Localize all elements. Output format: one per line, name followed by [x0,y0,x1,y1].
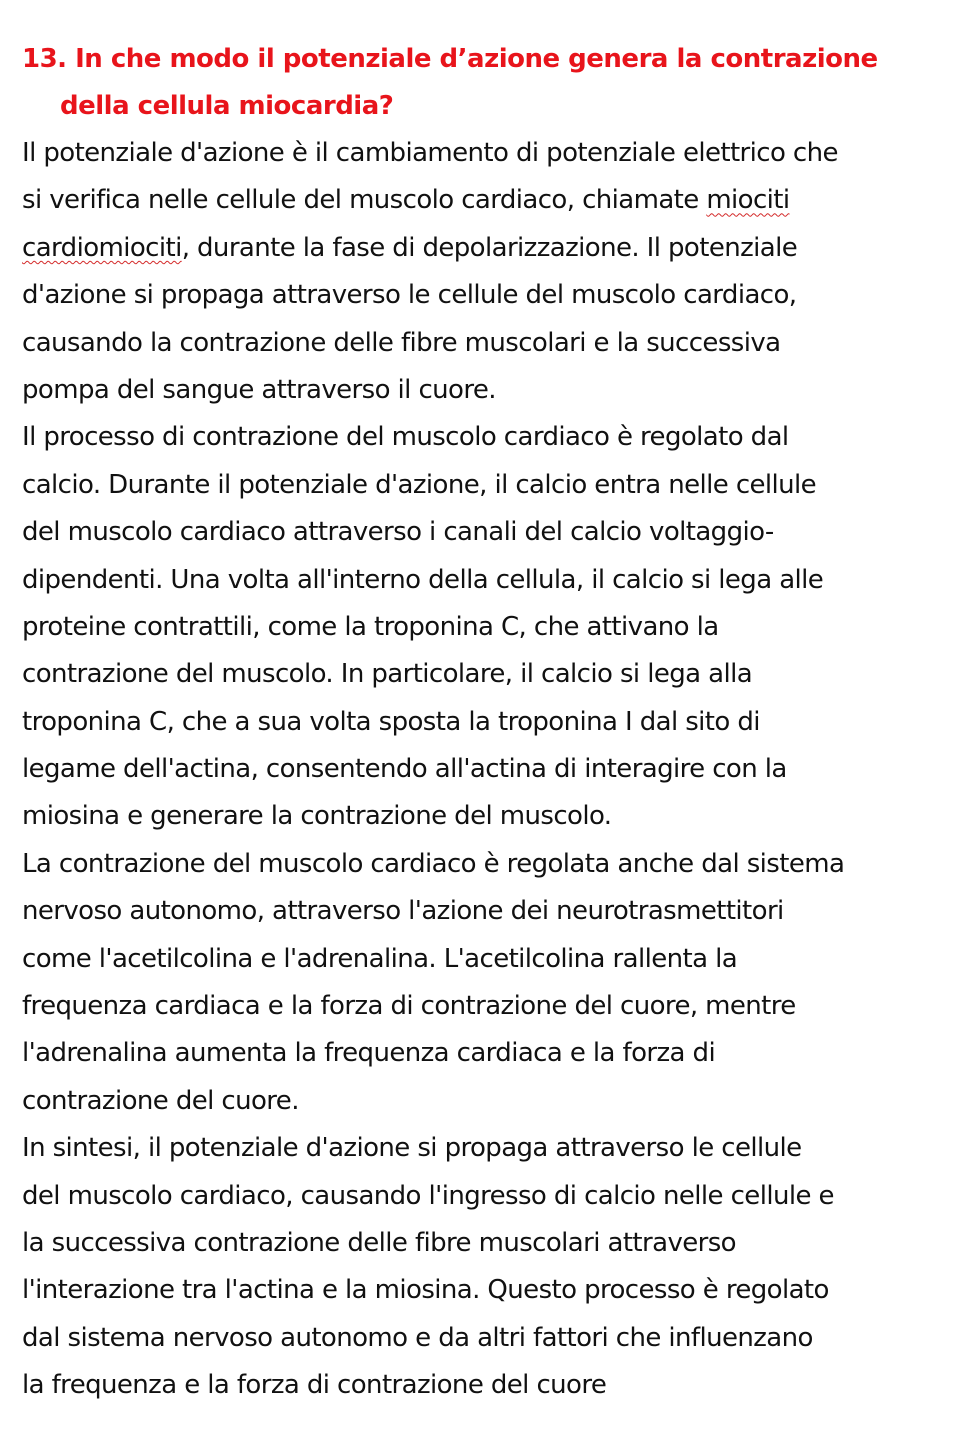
answer-line-22: In sintesi, il potenziale d'azione si propaga attraverso le cellule [22,1133,802,1164]
answer-line-4: d'azione si propaga attraverso le cellule del muscolo cardiaco, [22,280,797,311]
answer-line-17: nervoso autonomo, attraverso l'azione dei neurotrasmettitori [22,896,784,927]
spellcheck-word-miociti[interactable]: miociti [706,185,790,216]
answer-line-8: calcio. Durante il potenziale d'azione, il calcio entra nelle cellule [22,469,817,500]
answer-line-24: la successiva contrazione delle fibre muscolari attraverso [22,1227,736,1258]
answer-line-1: Il potenziale d'azione è il cambiamento di potenziale elettrico che [22,138,838,168]
answer-line-7: Il processo di contrazione del muscolo cardiaco è regolato dal [22,422,789,453]
answer-line-3 [22,225,952,272]
answer-line-26: dal sistema nervoso autonomo e da altri fattori che influenzano [22,1322,813,1353]
answer-line-3-text: , durante la fase di depolarizzazione. Il potenziale [181,232,798,263]
answer-line-11: proteine contrattili, come la troponina C, che attivano la [22,611,719,642]
answer-line-23: del muscolo cardiaco, causando l'ingresso di calcio nelle cellule e [22,1180,834,1211]
answer-line-5: causando la contrazione delle fibre muscolari e la successiva [22,327,781,358]
answer-line-18: come l'acetilcolina e l'adrenalina. L'acetilcolina rallenta la [22,943,738,974]
spellcheck-word-cardiomiociti[interactable]: cardiomiociti [22,232,182,263]
question-heading [22,36,942,130]
answer-line-21: contrazione del cuore. [22,1085,299,1116]
answer-line-2-text: si verifica nelle cellule del muscolo cardiaco, chiamate [22,185,707,216]
answer-body [22,130,952,1410]
answer-line-19: frequenza cardiaca e la forza di contrazione del cuore, mentre [22,991,796,1022]
question-line-1: 13. In che modo il potenziale d’azione genera la contrazione [22,44,878,74]
answer-line-27: la frequenza e la forza di contrazione del cuore [22,1370,607,1401]
answer-line-16: La contrazione del muscolo cardiaco è regolata anche dal sistema [22,848,845,879]
answer-line-14: legame dell'actina, consentendo all'actina di interagire con la [22,754,787,785]
answer-line-10: dipendenti. Una volta all'interno della cellula, il calcio si lega alle [22,564,824,595]
answer-line-20: l'adrenalina aumenta la frequenza cardiaca e la forza di [22,1038,716,1069]
answer-line-9: del muscolo cardiaco attraverso i canali del calcio voltaggio- [22,517,774,548]
answer-line-13: troponina C, che a sua volta sposta la troponina I dal sito di [22,706,760,737]
answer-line-6: pompa del sangue attraverso il cuore. [22,374,496,405]
answer-line-2 [22,177,952,224]
answer-line-15: miosina e generare la contrazione del muscolo. [22,801,612,832]
answer-line-25: l'interazione tra l'actina e la miosina. Questo processo è regolato [22,1275,829,1306]
question-line-2: della cellula miocardia? [60,91,394,121]
answer-line-12: contrazione del muscolo. In particolare, il calcio si lega alla [22,659,753,690]
